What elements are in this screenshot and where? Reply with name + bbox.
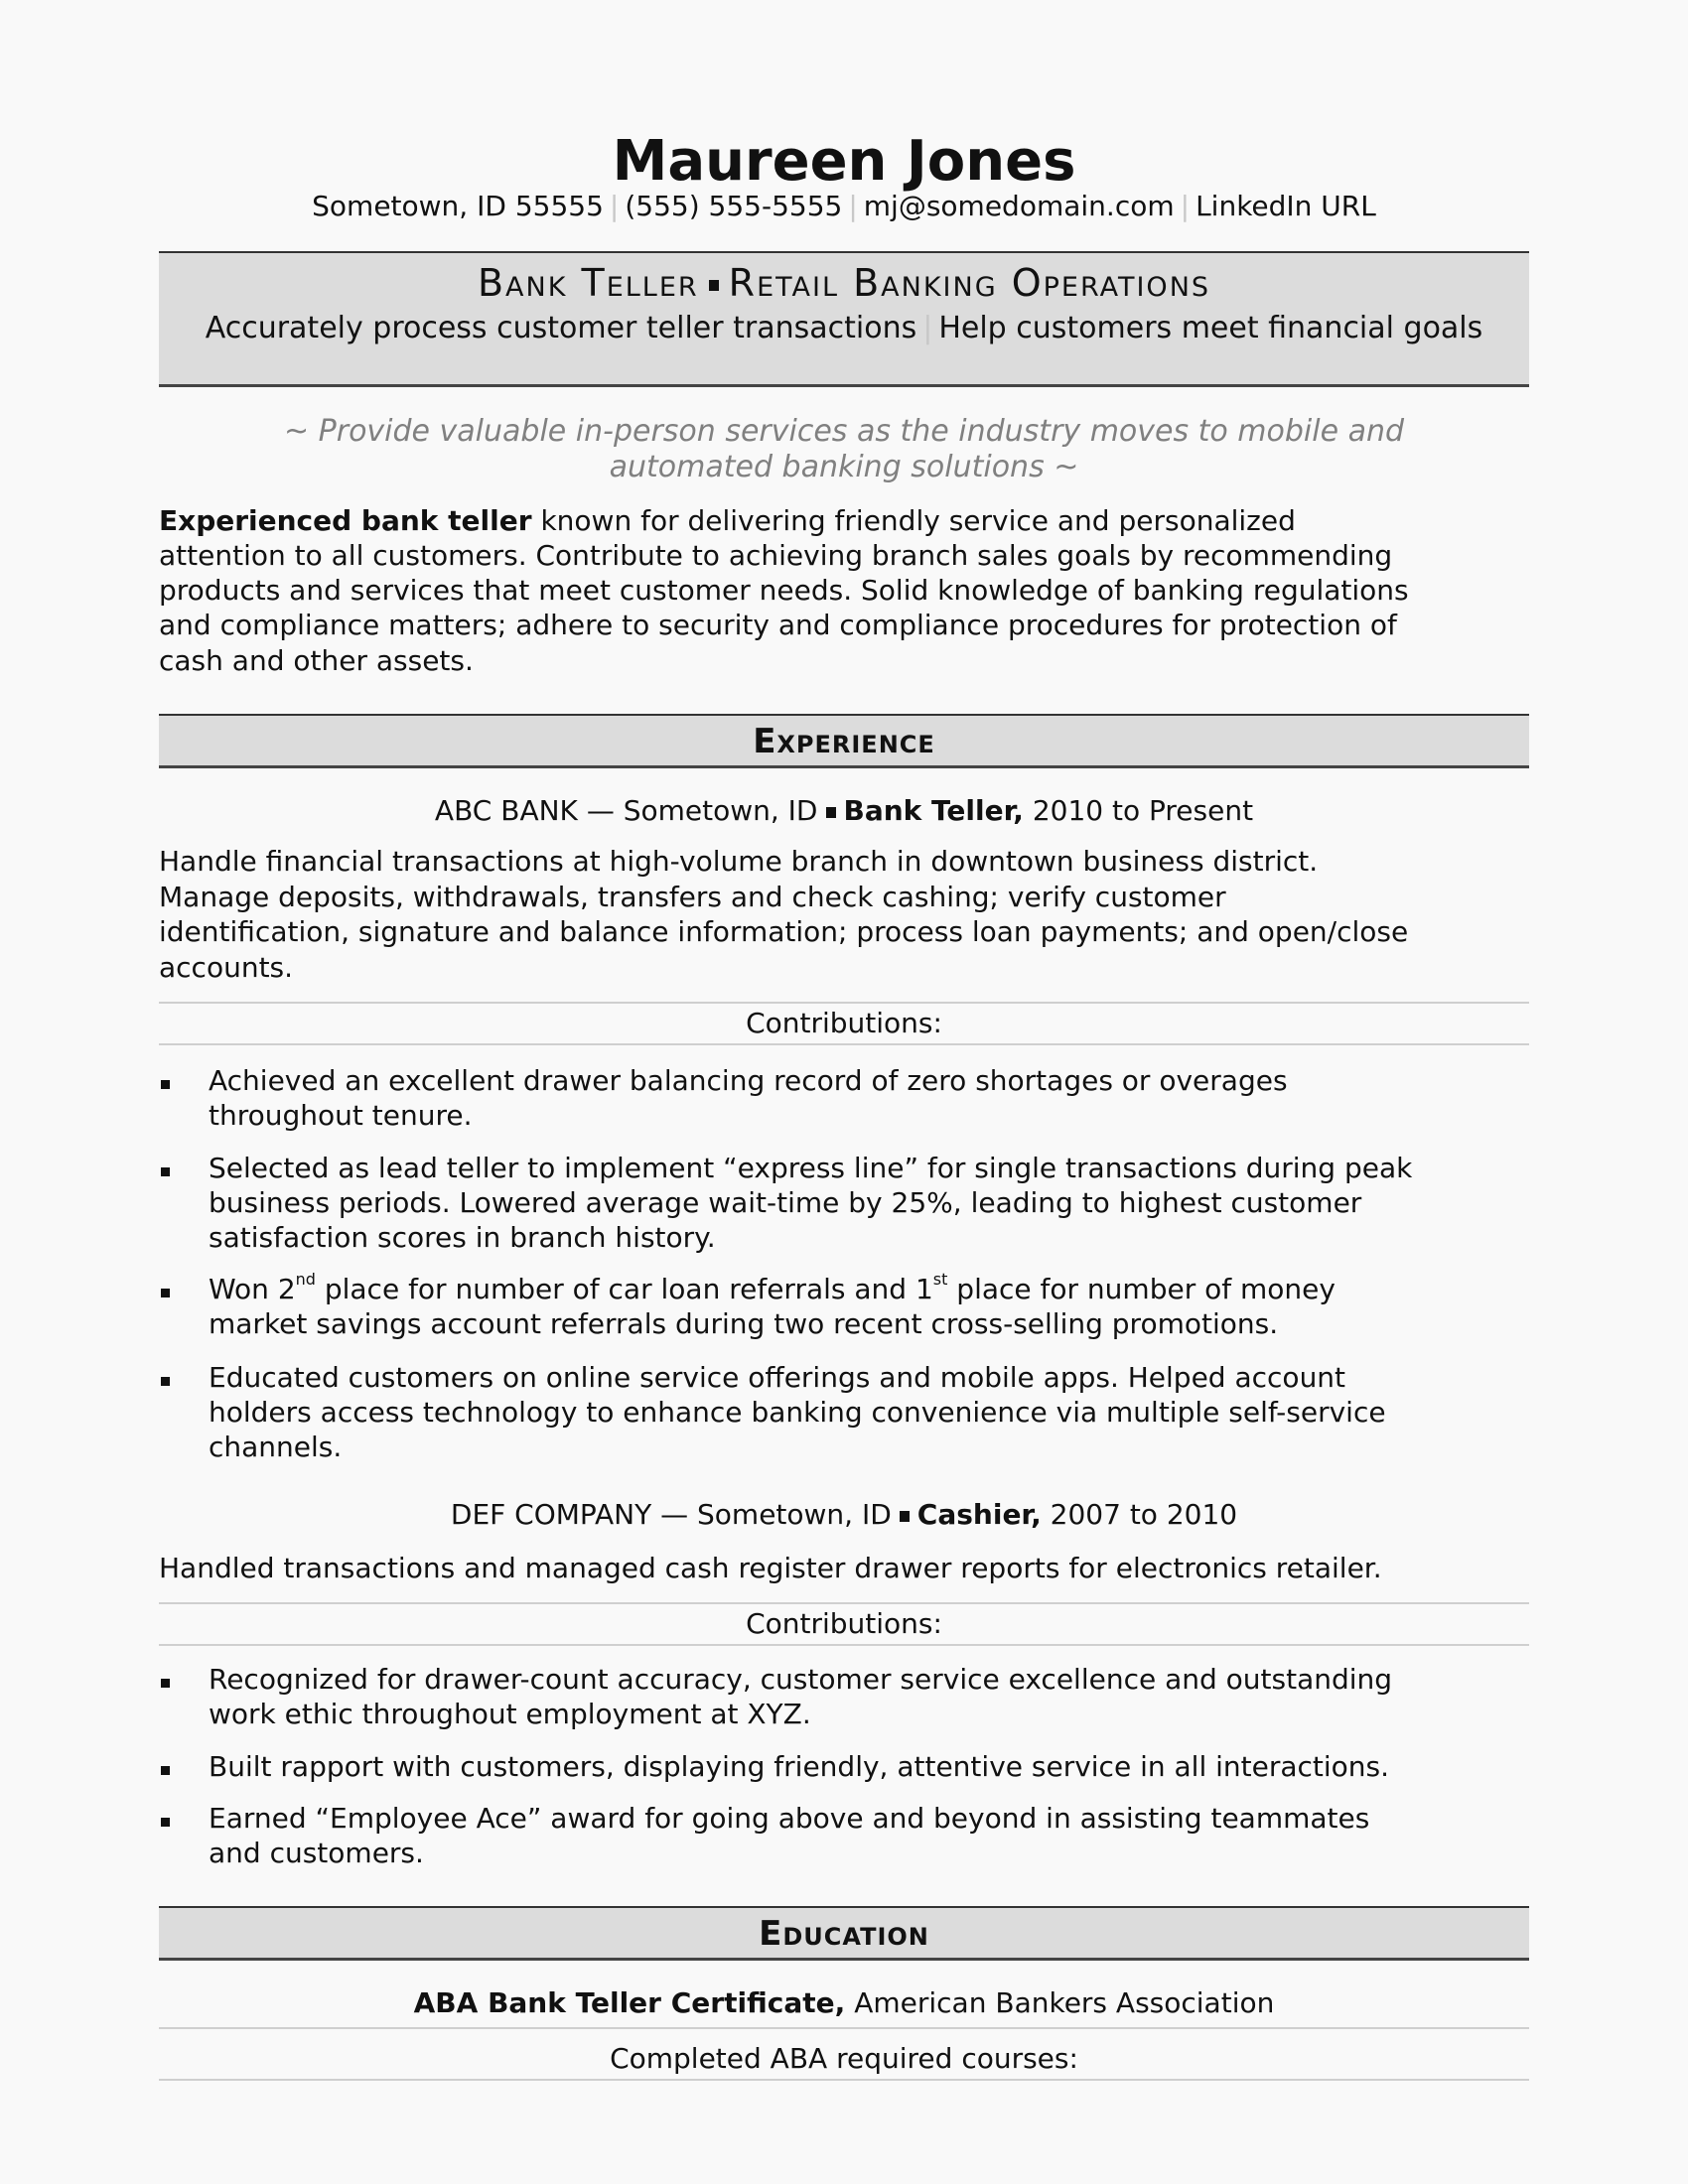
experience-heading-box [159, 714, 1529, 768]
headline-title [159, 261, 1529, 305]
summary-line-1 [159, 503, 1529, 539]
list-item-continued: and customers. [209, 1837, 424, 1869]
text: place for number of money [947, 1273, 1336, 1305]
list-item-continued: market savings account referrals during two recent cross-selling promotions. [209, 1307, 1279, 1340]
job-dates: 2007 to 2010 [1041, 1498, 1238, 1531]
divider [159, 1644, 1529, 1646]
tagline-line-2: automated banking solutions ~ [609, 450, 1079, 484]
contact-line [0, 189, 1688, 224]
job-employer: DEF COMPANY — Sometown, ID [450, 1498, 892, 1531]
divider [159, 1602, 1529, 1604]
list-item [209, 1272, 1529, 1307]
superscript: nd [295, 1270, 316, 1289]
job-role: Bank Teller, [843, 794, 1024, 827]
separator-icon: | [609, 190, 620, 222]
job-description-line: accounts. [159, 951, 294, 984]
summary-text: known for delivering friendly service and personalized [531, 504, 1296, 537]
job-description-line: Handle financial transactions at high-volume branch in downtown business district. [159, 845, 1319, 878]
institution-name: American Bankers Association [845, 1986, 1275, 2019]
job-role: Cashier, [916, 1498, 1042, 1531]
list-item-continued: business periods. Lowered average wait-time by 25%, leading to highest customer [209, 1186, 1362, 1219]
job-description-line: identification, signature and balance information; process loan payments; and open/close [159, 915, 1409, 948]
separator-icon: | [848, 190, 858, 222]
text: place for number of car loan referrals and 1 [315, 1273, 933, 1305]
list-item-continued: work ethic throughout employment at XYZ. [209, 1698, 811, 1730]
contact-linkedin[interactable]: LinkedIn URL [1196, 190, 1376, 222]
subtitle-left: Accurately process customer teller transactions [205, 311, 917, 345]
list-item-continued: holders access technology to enhance banking convenience via multiple self-service [209, 1396, 1386, 1429]
list-item-continued: channels. [209, 1431, 343, 1463]
experience-heading: Experience [753, 722, 935, 761]
square-bullet-icon [161, 1080, 170, 1089]
headline-subtitle [159, 309, 1529, 347]
square-bullet-icon [161, 1766, 170, 1775]
title-right: Retail Banking Operations [728, 261, 1211, 305]
square-bullet-icon [826, 807, 836, 818]
education-credential [159, 1985, 1529, 2021]
tagline-line-1: ~ Provide valuable in-person services as the industry moves to mobile and [283, 414, 1405, 449]
job-header [159, 1497, 1529, 1533]
square-bullet-icon [161, 1818, 170, 1827]
list-item-continued: satisfaction scores in branch history. [209, 1221, 716, 1254]
job-employer: ABC BANK — Sometown, ID [434, 794, 818, 827]
square-bullet-icon [161, 1289, 170, 1297]
list-item-continued: throughout tenure. [209, 1099, 473, 1132]
list-item: Recognized for drawer-count accuracy, customer service excellence and outstanding [209, 1663, 1393, 1696]
square-bullet-icon [161, 1167, 170, 1176]
job-description-line: Handled transactions and managed cash register drawer reports for electronics retailer. [159, 1552, 1382, 1584]
title-left: Bank Teller [477, 261, 699, 305]
contributions-label: Contributions: [746, 1007, 942, 1039]
headline-box [159, 251, 1529, 387]
contributions-label: Contributions: [746, 1607, 942, 1640]
list-item: Educated customers on online service offerings and mobile apps. Helped account [209, 1361, 1346, 1394]
summary-line-3: products and services that meet customer needs. Solid knowledge of banking regulations [159, 574, 1409, 607]
square-bullet-icon [709, 280, 719, 291]
divider [159, 1002, 1529, 1004]
summary-line-4: and compliance matters; adhere to security and compliance procedures for protection of [159, 609, 1397, 641]
contact-email[interactable]: mj@somedomain.com [863, 190, 1175, 222]
candidate-name: Maureen Jones [612, 129, 1076, 194]
summary-lead: Experienced bank teller [159, 504, 532, 537]
square-bullet-icon [900, 1511, 910, 1522]
square-bullet-icon [161, 1377, 170, 1386]
list-item: Earned “Employee Ace” award for going above and beyond in assisting teammates [209, 1802, 1370, 1835]
summary-line-5: cash and other assets. [159, 644, 474, 677]
summary-line-2: attention to all customers. Contribute to achieving branch sales goals by recommending [159, 539, 1393, 572]
subtitle-right: Help customers meet financial goals [938, 311, 1483, 345]
separator-icon: | [922, 311, 933, 345]
education-heading: Education [759, 1914, 929, 1954]
education-heading-box [159, 1906, 1529, 1961]
job-description-line: Manage deposits, withdrawals, transfers and check cashing; verify customer [159, 881, 1226, 913]
credential-name: ABA Bank Teller Certificate, [413, 1986, 846, 2019]
list-item: Selected as lead teller to implement “express line” for single transactions during peak [209, 1152, 1413, 1184]
divider [159, 2079, 1529, 2081]
text: Won 2 [209, 1273, 296, 1305]
contact-location: Sometown, ID 55555 [312, 190, 604, 222]
job-header [159, 793, 1529, 829]
divider [159, 2027, 1529, 2029]
divider [159, 1043, 1529, 1045]
job-dates: 2010 to Present [1023, 794, 1254, 827]
contact-phone: (555) 555-5555 [625, 190, 843, 222]
superscript: st [932, 1270, 948, 1289]
square-bullet-icon [161, 1679, 170, 1688]
separator-icon: | [1180, 190, 1191, 222]
list-item: Achieved an excellent drawer balancing record of zero shortages or overages [209, 1064, 1288, 1097]
courses-label: Completed ABA required courses: [610, 2042, 1078, 2075]
list-item: Built rapport with customers, displaying friendly, attentive service in all interactions. [209, 1750, 1390, 1783]
